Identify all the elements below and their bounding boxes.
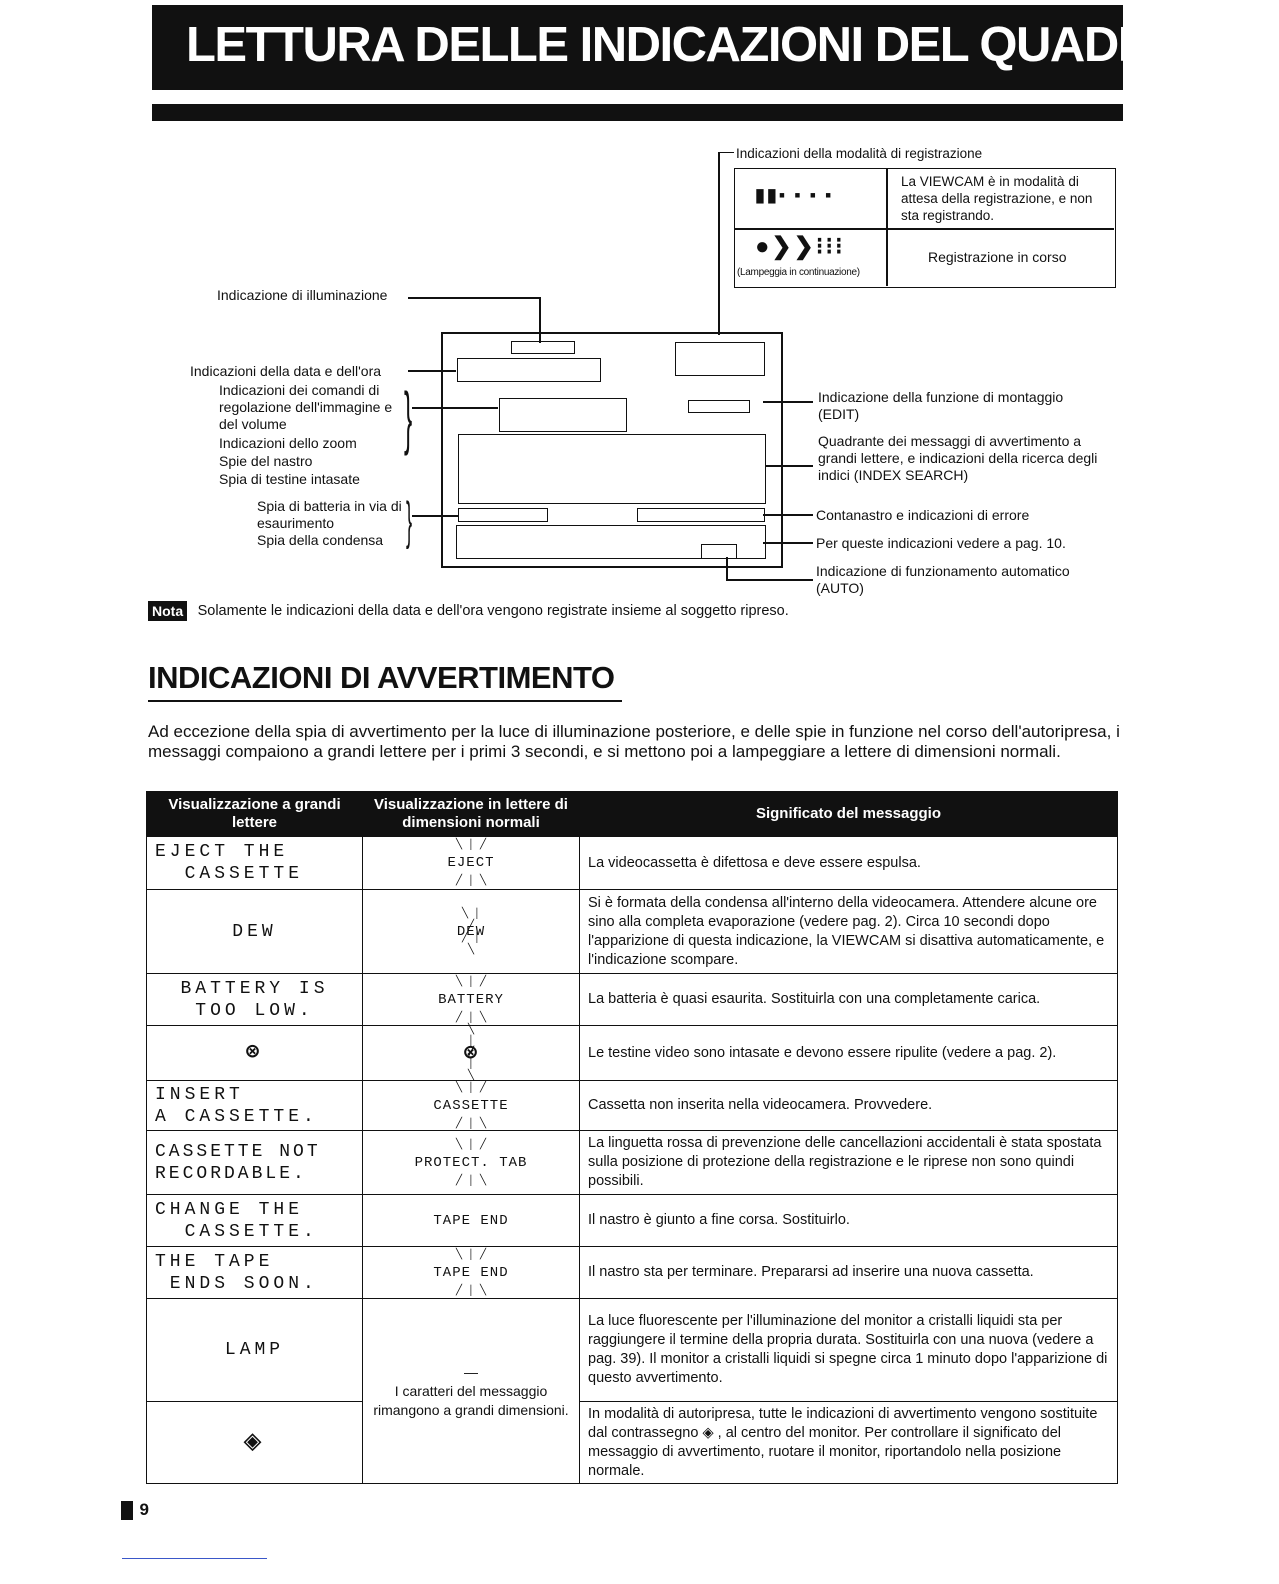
head-clog-icon: ⊗: [147, 1026, 363, 1081]
table-row: [147, 1247, 1118, 1299]
big-message: THE TAPE ENDS SOON.: [147, 1247, 363, 1299]
rec-mode-label: Indicazioni della modalità di registrazione: [736, 146, 983, 161]
big-message: DEW: [147, 890, 363, 974]
table-row: [147, 1195, 1118, 1247]
small-message-note: — I caratteri del messaggio rimangono a grandi dimensioni.: [363, 1299, 580, 1484]
page-number-text: 9: [139, 1500, 149, 1519]
label-zoom: Indicazioni dello zoom: [219, 435, 357, 451]
big-message: CHANGE THE CASSETTE.: [147, 1195, 363, 1247]
banner-rule: [152, 104, 1123, 121]
footer-rule: [122, 1558, 267, 1559]
message-meaning: In modalità di autoripresa, tutte le indicazioni di avvertimento vengono sostituite dal contrassegno ◈ , al centro del monitor. Per controllare il significato del messaggio di avvertimento, ruotare il monitor, riportandolo nella posizione normale.: [580, 1402, 1118, 1484]
message-meaning: La videocassetta è difettosa e deve essere espulsa.: [580, 837, 1118, 890]
section-intro: Ad eccezione della spia di avvertimento per la luce di illuminazione posteriore, e delle spie in funzione nel corso dell'autoripresa, i messaggi compaiono a grandi lettere per i primi 3 secondi, e si mettono poi a lampeggiare a lettere di dimensioni normali.: [148, 722, 1120, 761]
table-row: [147, 1081, 1118, 1131]
table-row: [147, 974, 1118, 1026]
label-battery-lamp: Spia di batteria in via di esaurimento: [257, 498, 402, 531]
small-message: ╲ │ ╱ TAPE END ╱ │ ╲: [433, 1251, 508, 1295]
table-row: [147, 1402, 1118, 1484]
label-illumination: Indicazione di illuminazione: [217, 287, 388, 303]
label-edit: Indicazione della funzione di montaggio (EDIT): [818, 389, 1064, 422]
self-timer-icon: ◈: [147, 1402, 363, 1484]
small-message: ╲ │ ╱ CASSETTE ╱ │ ╲: [433, 1084, 508, 1128]
section-title: INDICAZIONI DI AVVERTIMENTO: [148, 660, 615, 695]
message-meaning: Il nastro è giunto a fine corsa. Sostituirlo.: [580, 1195, 1118, 1247]
message-meaning: Il nastro sta per terminare. Prepararsi ad inserire una nuova cassetta.: [580, 1247, 1118, 1299]
table-header-row: [147, 792, 1118, 837]
message-meaning: La batteria è quasi esaurita. Sostituirla con una completamente carica.: [580, 974, 1118, 1026]
display-diagram: Indicazioni della modalità di registrazione ▮▮▪ ▪ ▪ ▪ La VIEWCAM è in modalità di attesa della registrazione, e non sta registrando. ●❯❯⁝⁝⁝ (Lampeggia in continuazione) Registrazione in corso Indicazione di illuminazione Indicazioni della data e dell'ora Indicazioni dei comandi di regolazione dell'immagine e del volume Indicazioni dello zoom Spie del nastro Spia di testine intasate } Spia di batteria in via di esaurimento Spia della condensa } Indicazione della funzione di montaggio (EDIT) Quadrante dei messaggi di avvertimento a grandi lettere, e indicazioni della ricerca degli indici (INDEX SEARCH) Contanastro e indicazioni di errore Per queste indicazioni vedere a pag. 10. Indicazione di funzionamento automatico (AUTO): [0, 130, 1224, 600]
small-message: ╲ │ ╱ DEW ╱ │ ╲: [457, 910, 485, 954]
table-row: [147, 837, 1118, 890]
big-message: CASSETTE NOT RECORDABLE.: [147, 1131, 363, 1195]
message-meaning: Le testine video sono intasate e devono essere ripulite (vedere a pag. 2).: [580, 1026, 1118, 1081]
recording-note: (Lampeggia in continuazione): [737, 267, 860, 278]
message-meaning: Si è formata della condensa all'interno della videocamera. Attendere alcune ore sino alla completa evaporazione (vedere pag. 2). Circa 10 secondi dopo l'apparizione di questa indicazione, la VIEWCAM si disattiva automaticamente, e l'indicazione scompare.: [580, 890, 1118, 974]
note-text: Solamente le indicazioni della data e dell'ora vengono registrate insieme al soggetto ripreso.: [197, 603, 789, 619]
table-header: Significato del messaggio: [580, 792, 1118, 837]
recording-text: Registrazione in corso: [928, 249, 1067, 265]
standby-symbol: ▮▮▪ ▪ ▪ ▪: [755, 185, 834, 205]
table-row: [147, 890, 1118, 974]
label-image-controls: Indicazioni dei comandi di regolazione dell'immagine e del volume: [219, 382, 393, 432]
label-dew-lamp: Spia della condensa: [257, 532, 384, 548]
section-rule: [148, 700, 622, 702]
message-meaning: Cassetta non inserita nella videocamera. Provvedere.: [580, 1081, 1118, 1131]
table-header: Visualizzazione in lettere di dimensioni normali: [363, 792, 580, 837]
message-meaning: La linguetta rossa di prevenzione delle cancellazioni accidentali è stata spostata sulla posizione di protezione della registrazione e le riprese non sono quindi possibili.: [580, 1131, 1118, 1195]
page-banner: [152, 5, 1279, 90]
table-row: [147, 1026, 1118, 1081]
small-message: ╲ │ ╱ EJECT ╱ │ ╲: [447, 841, 494, 885]
warning-table: [146, 791, 1118, 1484]
page-marker-icon: [121, 1501, 133, 1520]
label-auto: Indicazione di funzionamento automatico (AUTO): [816, 563, 1070, 596]
banner-title: LETTURA DELLE INDICAZIONI DEL QUADRANTE: [186, 18, 1279, 72]
big-message: BATTERY IS TOO LOW.: [147, 974, 363, 1026]
label-tape-lamp: Spie del nastro: [219, 453, 313, 469]
label-head-lamp: Spia di testine intasate: [219, 471, 360, 487]
table-row: [147, 1131, 1118, 1195]
screen-frame: [441, 332, 783, 568]
small-message: ╲ │ ╱ PROTECT. TAB ╱ │ ╲: [415, 1141, 528, 1185]
page-number: [121, 1500, 149, 1520]
standby-text: La VIEWCAM è in modalità di attesa della registrazione, e non sta registrando.: [901, 174, 1093, 223]
table-header: Visualizzazione a grandi lettere: [147, 792, 363, 837]
big-message: INSERT A CASSETTE.: [147, 1081, 363, 1131]
label-see-page: Per queste indicazioni vedere a pag. 10.: [816, 535, 1066, 551]
label-counter: Contanastro e indicazioni di errore: [816, 507, 1030, 523]
big-message: LAMP: [147, 1299, 363, 1402]
rec-mode-table: [734, 168, 1116, 288]
big-message: EJECT THE CASSETTE: [147, 837, 363, 890]
head-clog-small-icon: ╲ │ ╱ ⊗ ╱ │ ╲: [464, 1026, 478, 1080]
table-row: [147, 1299, 1118, 1402]
small-message: ╲ │ ╱ BATTERY ╱ │ ╲: [438, 978, 504, 1022]
note-line: [148, 601, 789, 621]
label-date-time: Indicazioni della data e dell'ora: [190, 363, 382, 379]
label-big-messages: Quadrante dei messaggi di avvertimento a grandi lettere, e indicazioni della ricerca degli indici (INDEX SEARCH): [818, 433, 1098, 483]
small-message: TAPE END: [363, 1195, 580, 1247]
recording-symbol: ●❯❯⁝⁝⁝: [755, 233, 845, 260]
message-meaning: La luce fluorescente per l'illuminazione del monitor a cristalli liquidi sta per raggiungere il termine della propria durata. Sostituirla con una nuova (vedere a pag. 39). Il monitor a cristalli liquidi si spegne circa 1 minuto dopo l'apparizione di questo avvertimento.: [580, 1299, 1118, 1402]
note-badge: Nota: [148, 601, 187, 621]
